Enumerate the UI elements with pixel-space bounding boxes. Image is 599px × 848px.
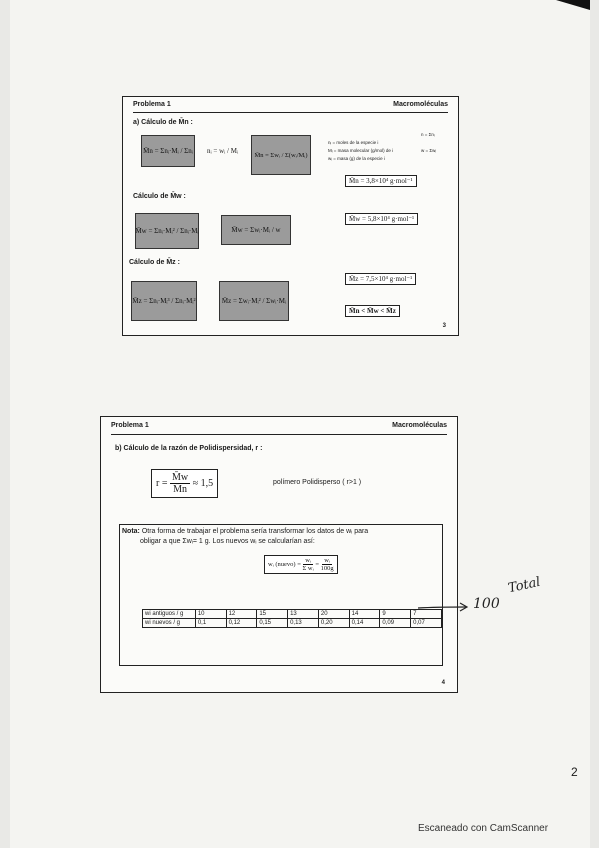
legend-ni: nᵢ = moles de la especie i	[328, 140, 379, 145]
table-cell: 0,12	[226, 619, 257, 628]
table-row-label: wi antiguos / g	[143, 610, 196, 619]
formula-mz	[131, 281, 197, 321]
result-mz: M̄z = 7,5×10⁴ g·mol⁻¹	[345, 273, 416, 285]
note-text-1: Otra forma de trabajar el problema sería transformar los datos de wᵢ para	[139, 528, 369, 535]
table-row	[143, 610, 442, 619]
variable-legend	[328, 139, 393, 163]
table-cell: 20	[318, 610, 349, 619]
polydisperse-label: polímero Polidisperso ( r>1 )	[273, 479, 362, 486]
handwritten-100: 100	[473, 596, 500, 612]
table-row	[143, 619, 442, 628]
note-text-2: obligar a que Σwᵢ= 1 g. Los nuevos wᵢ se calcularían así:	[140, 538, 315, 545]
legend-sums	[421, 131, 436, 155]
table-cell: 0,20	[318, 619, 349, 628]
note-box	[119, 524, 443, 666]
table-cell: 0,09	[380, 619, 411, 628]
header-left: Problema 1	[111, 422, 149, 429]
formula-mw-text: M̄w = Σnᵢ·Mᵢ² / Σnᵢ·Mᵢ	[135, 227, 199, 235]
slide-header	[133, 101, 448, 113]
table-cell: 7	[411, 610, 442, 619]
table-cell: 0,15	[257, 619, 288, 628]
table-cell: 0,1	[195, 619, 226, 628]
header-left: Problema 1	[133, 101, 171, 108]
slide-problem-1-part-a	[122, 96, 459, 336]
mass-table	[142, 609, 442, 628]
wnew-lhs: wᵢ (nuevo) =	[268, 560, 301, 568]
scanner-watermark: Escaneado con CamScanner	[418, 823, 549, 834]
header-right: Macromoléculas	[393, 101, 448, 108]
formula-mn-alt	[251, 135, 311, 175]
legend-mi: Mᵢ = masa molecular (g/mol) de i	[328, 148, 394, 153]
r-numerator: M̄w	[171, 472, 189, 483]
legend-sum-w: w = Σwᵢ	[421, 148, 437, 153]
r-fraction	[170, 472, 190, 495]
table-cell: 10	[195, 610, 226, 619]
molar-mass-inequality: M̄n < M̄w < M̄z	[345, 305, 400, 317]
table-cell: 0,14	[349, 619, 380, 628]
page-number: 2	[571, 765, 578, 779]
table-cell: 9	[380, 610, 411, 619]
table-row-label: wi nuevos / g	[143, 619, 196, 628]
scanned-page	[10, 0, 590, 848]
slide-problem-1-part-b	[100, 416, 458, 693]
polydispersity-formula	[151, 469, 218, 498]
wnew-fraction-1	[303, 557, 314, 572]
r-value: ≈ 1,5	[192, 477, 214, 489]
wnew-numerator-2: wᵢ	[324, 557, 330, 564]
note-label: Nota:	[122, 528, 140, 535]
section-title-mz: Cálculo de M̄z :	[129, 259, 180, 266]
formula-mw	[135, 213, 199, 249]
section-title-polydispersity: b) Cálculo de la razón de Polidispersidad, r :	[115, 445, 263, 452]
section-title-mw: Cálculo de M̄w :	[133, 193, 186, 200]
table-cell: 15	[257, 610, 288, 619]
r-denominator: M̄n	[173, 484, 187, 495]
table-cell: 14	[349, 610, 380, 619]
table-cell: 0,13	[288, 619, 319, 628]
formula-ni: nᵢ = wᵢ / Mᵢ	[207, 147, 239, 155]
formula-mz-alt	[219, 281, 289, 321]
handwritten-total: Total	[506, 574, 542, 597]
table-cell: 0,07	[411, 619, 442, 628]
formula-mn	[141, 135, 195, 167]
slide-header	[111, 422, 447, 435]
slide-page-number: 3	[442, 323, 446, 329]
header-right: Macromoléculas	[392, 422, 447, 429]
r-lhs: r =	[156, 477, 168, 489]
page-corner-shadow	[556, 0, 590, 10]
section-title-mn: a) Cálculo de M̄n :	[133, 119, 193, 126]
handwritten-arrow-icon	[416, 596, 476, 616]
formula-mw-alt	[221, 215, 291, 245]
result-mn: M̄n = 3,8×10⁴ g·mol⁻¹	[345, 175, 417, 187]
table-cell: 13	[288, 610, 319, 619]
wnew-numerator-1: wᵢ	[305, 557, 311, 564]
wnew-denominator-2: 100g	[320, 565, 334, 572]
formula-mz-alt-text: M̄z = Σwᵢ·Mᵢ² / Σwᵢ·Mᵢ	[221, 297, 287, 305]
slide-page-number: 4	[441, 680, 445, 686]
formula-mz-text: M̄z = Σnᵢ·Mᵢ³ / Σnᵢ·Mᵢ²	[132, 297, 196, 305]
table-cell: 12	[226, 610, 257, 619]
formula-mn-text: M̄n = Σnᵢ·Mᵢ / Σnᵢ	[143, 147, 193, 155]
result-mw: M̄w = 5,8×10⁴ g·mol⁻¹	[345, 213, 418, 225]
wnew-denominator-1: Σ wᵢ	[302, 565, 314, 572]
wnew-equals: =	[315, 560, 319, 568]
formula-mn-alt-text: M̄n = Σwᵢ / Σ(wᵢ/Mᵢ)	[254, 151, 308, 159]
legend-wi: wᵢ = masa (g) de la especie i	[328, 156, 385, 161]
formula-mw-alt-text: M̄w = Σwᵢ·Mᵢ / w	[231, 226, 281, 234]
wnew-fraction-2	[321, 557, 334, 572]
note-paragraph	[122, 527, 440, 547]
new-mass-formula	[264, 555, 338, 574]
legend-sum-n: n = Σnᵢ	[421, 132, 435, 137]
